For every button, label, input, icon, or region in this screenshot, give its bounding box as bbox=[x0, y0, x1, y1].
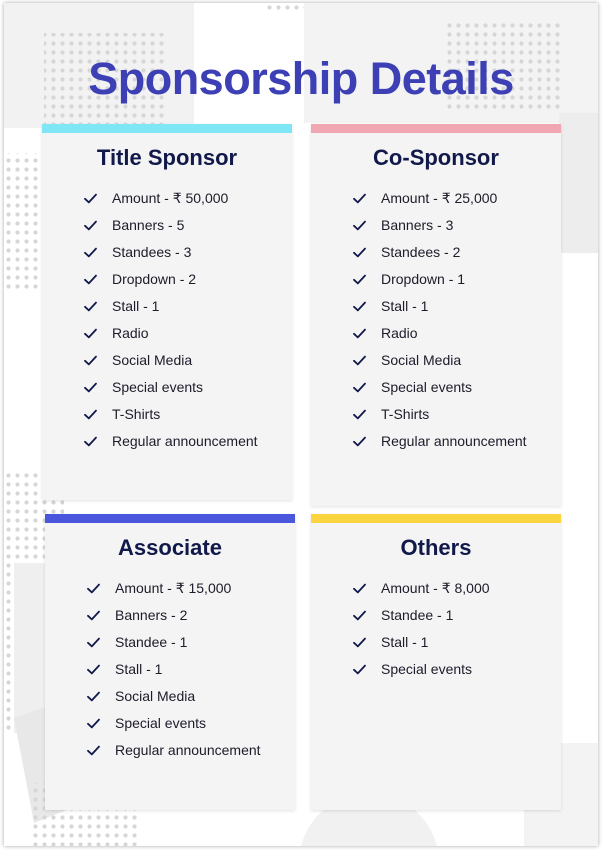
benefit-label: Amount - ₹ 15,000 bbox=[115, 580, 232, 596]
list-item bbox=[87, 580, 261, 607]
benefit-label: Social Media bbox=[112, 352, 193, 368]
list-item bbox=[87, 661, 261, 688]
list-item bbox=[353, 217, 527, 244]
list-item bbox=[353, 379, 527, 406]
checkmark-icon bbox=[84, 381, 97, 394]
checkmark-icon bbox=[353, 408, 366, 421]
list-item bbox=[353, 634, 490, 661]
benefit-label: Amount - ₹ 25,000 bbox=[381, 190, 498, 206]
tier-card-title-sponsor bbox=[42, 124, 292, 500]
checkmark-icon bbox=[353, 273, 366, 286]
checkmark-icon bbox=[353, 300, 366, 313]
benefit-label: Regular announcement bbox=[381, 433, 527, 449]
benefit-label: Regular announcement bbox=[115, 742, 261, 758]
checkmark-icon bbox=[87, 636, 100, 649]
benefit-label: Standee - 1 bbox=[115, 634, 188, 650]
tier-name: Others bbox=[400, 535, 472, 560]
list-item bbox=[353, 352, 527, 379]
list-item bbox=[353, 325, 527, 352]
checkmark-icon bbox=[353, 246, 366, 259]
benefit-label: Banners - 5 bbox=[112, 217, 185, 233]
list-item bbox=[84, 379, 258, 406]
benefit-label: Special events bbox=[381, 661, 473, 677]
list-item bbox=[353, 190, 527, 217]
benefit-label: Special events bbox=[381, 379, 473, 395]
benefit-label: Stall - 1 bbox=[112, 298, 160, 314]
title-sponsor-accent-bar bbox=[42, 124, 292, 133]
checkmark-icon bbox=[353, 381, 366, 394]
checkmark-icon bbox=[353, 636, 366, 649]
benefit-label: Banners - 3 bbox=[381, 217, 454, 233]
benefit-label: Social Media bbox=[115, 688, 196, 704]
benefit-label: Amount - ₹ 8,000 bbox=[381, 580, 490, 596]
list-item bbox=[87, 742, 261, 769]
benefit-label: Standee - 1 bbox=[381, 607, 454, 623]
checkmark-icon bbox=[87, 582, 100, 595]
tier-name: Associate bbox=[118, 535, 222, 560]
tier-benefits-list bbox=[87, 580, 261, 769]
benefit-label: Banners - 2 bbox=[115, 607, 188, 623]
list-item bbox=[84, 352, 258, 379]
tier-benefits-list bbox=[84, 190, 258, 460]
checkmark-icon bbox=[87, 663, 100, 676]
checkmark-icon bbox=[353, 192, 366, 205]
others-accent-bar bbox=[311, 514, 561, 523]
checkmark-icon bbox=[84, 435, 97, 448]
tier-card-co-sponsor bbox=[311, 124, 561, 506]
checkmark-icon bbox=[87, 609, 100, 622]
checkmark-icon bbox=[84, 327, 97, 340]
list-item bbox=[353, 433, 527, 460]
tier-card-others bbox=[311, 514, 561, 810]
checkmark-icon bbox=[87, 690, 100, 703]
list-item bbox=[84, 244, 258, 271]
list-item bbox=[84, 271, 258, 298]
checkmark-icon bbox=[84, 408, 97, 421]
checkmark-icon bbox=[84, 192, 97, 205]
checkmark-icon bbox=[353, 582, 366, 595]
checkmark-icon bbox=[353, 354, 366, 367]
list-item bbox=[353, 298, 527, 325]
checkmark-icon bbox=[84, 354, 97, 367]
benefit-label: Dropdown - 1 bbox=[381, 271, 466, 287]
list-item bbox=[84, 325, 258, 352]
list-item bbox=[353, 661, 490, 688]
tier-benefits-list bbox=[353, 580, 490, 688]
checkmark-icon bbox=[84, 300, 97, 313]
associate-accent-bar bbox=[45, 514, 295, 523]
benefit-label: Special events bbox=[112, 379, 204, 395]
benefit-label: Stall - 1 bbox=[115, 661, 163, 677]
benefit-label: Amount - ₹ 50,000 bbox=[112, 190, 229, 206]
benefit-label: Dropdown - 2 bbox=[112, 271, 197, 287]
list-item bbox=[87, 688, 261, 715]
tier-card-associate bbox=[45, 514, 295, 810]
tier-benefits-list bbox=[353, 190, 527, 460]
list-item bbox=[84, 433, 258, 460]
checkmark-icon bbox=[87, 717, 100, 730]
checkmark-icon bbox=[84, 219, 97, 232]
benefit-label: Stall - 1 bbox=[381, 634, 429, 650]
checkmark-icon bbox=[353, 663, 366, 676]
list-item bbox=[84, 217, 258, 244]
checkmark-icon bbox=[353, 609, 366, 622]
checkmark-icon bbox=[84, 246, 97, 259]
list-item bbox=[353, 607, 490, 634]
list-item bbox=[353, 271, 527, 298]
co-sponsor-accent-bar bbox=[311, 124, 561, 133]
benefit-label: Standees - 3 bbox=[112, 244, 192, 260]
page-title: Sponsorship Details bbox=[88, 53, 514, 104]
list-item bbox=[353, 244, 527, 271]
checkmark-icon bbox=[84, 273, 97, 286]
list-item bbox=[84, 298, 258, 325]
list-item bbox=[353, 580, 490, 607]
checkmark-icon bbox=[87, 744, 100, 757]
benefit-label: Special events bbox=[115, 715, 207, 731]
benefit-label: T-Shirts bbox=[112, 406, 161, 422]
sponsorship-page bbox=[4, 3, 598, 846]
benefit-label: Social Media bbox=[381, 352, 462, 368]
list-item bbox=[87, 715, 261, 742]
list-item bbox=[87, 607, 261, 634]
checkmark-icon bbox=[353, 327, 366, 340]
benefit-label: Stall - 1 bbox=[381, 298, 429, 314]
checkmark-icon bbox=[353, 435, 366, 448]
list-item bbox=[84, 406, 258, 433]
list-item bbox=[353, 406, 527, 433]
benefit-label: Standees - 2 bbox=[381, 244, 461, 260]
benefit-label: Regular announcement bbox=[112, 433, 258, 449]
list-item bbox=[84, 190, 258, 217]
checkmark-icon bbox=[353, 219, 366, 232]
list-item bbox=[87, 634, 261, 661]
benefit-label: Radio bbox=[112, 325, 149, 341]
benefit-label: Radio bbox=[381, 325, 418, 341]
tier-name: Co-Sponsor bbox=[373, 145, 499, 170]
tier-name: Title Sponsor bbox=[96, 145, 238, 170]
benefit-label: T-Shirts bbox=[381, 406, 430, 422]
